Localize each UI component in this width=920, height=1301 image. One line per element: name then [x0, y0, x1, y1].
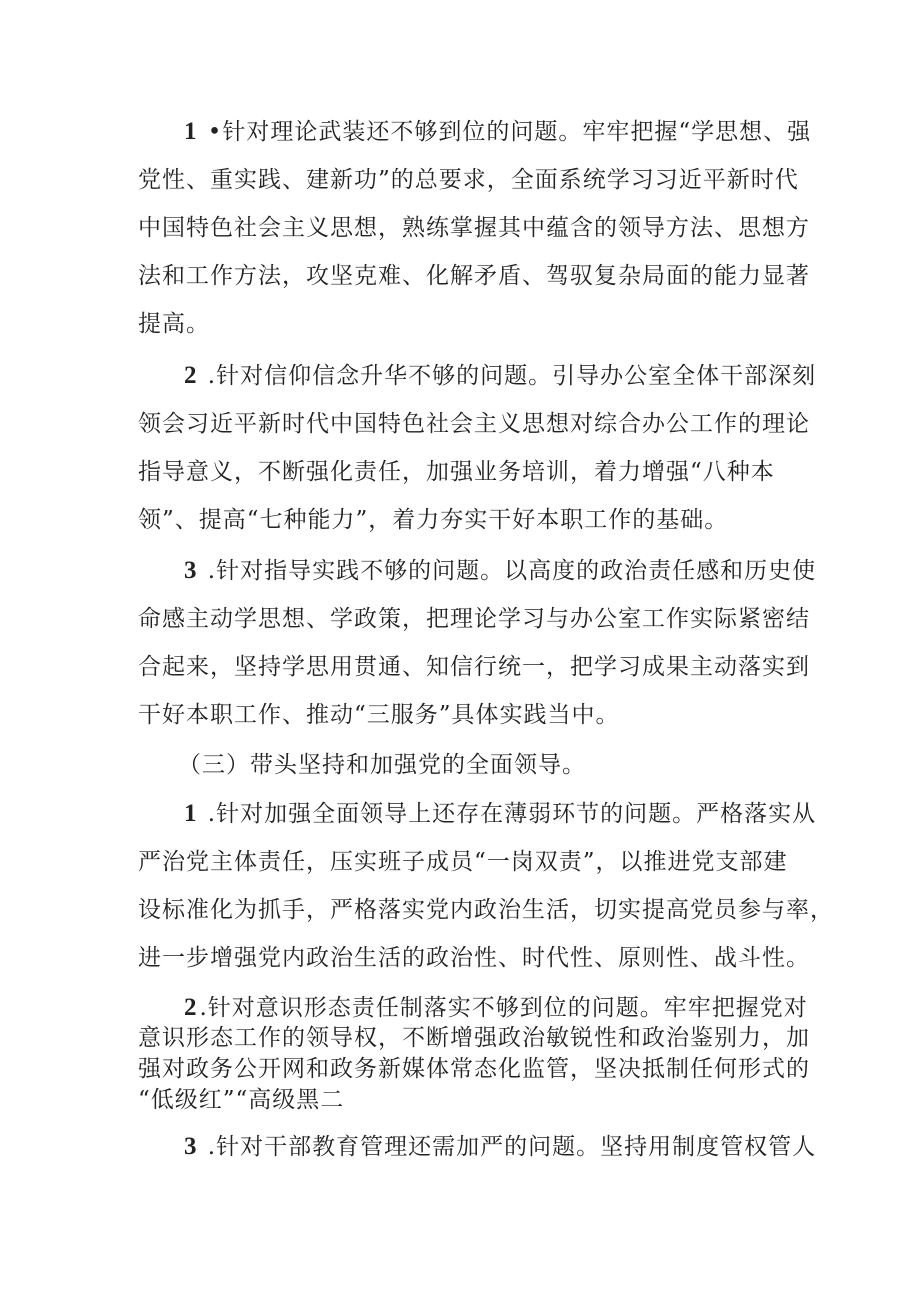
- text-line: 领”、提高“七种能力”，着力夯实干好本职工作的基础。: [138, 507, 729, 533]
- paragraph-belief-sublimation: [138, 352, 817, 544]
- text-line: 法和工作方法，攻坚克难、化解矛盾、驾驭复杂局面的能力显著: [138, 263, 810, 289]
- section-heading-text: （三）带头坚持和加强党的全面领导。: [178, 752, 586, 778]
- text-line: [184, 1123, 817, 1171]
- paragraph-cadre-management: [138, 1123, 817, 1171]
- section-heading-three: [138, 741, 798, 789]
- item-number: 2: [184, 994, 198, 1021]
- text-line: [184, 790, 817, 838]
- item-number: 3: [184, 1133, 198, 1160]
- text-line: [184, 352, 817, 400]
- paragraph-theory-arming: [138, 108, 812, 348]
- text-line: 中国特色社会主义思想，熟练掌握其中蕴含的领导方法、思想方: [138, 215, 810, 241]
- text-line: 进一步增强党内政治生活的政治性、时代性、原则性、战斗性。: [138, 945, 810, 971]
- text-line: 指导意义，不断强化责任，加强业务培训，着力增强“八种本: [138, 459, 775, 485]
- line-text: .针对加强全面领导上还存在薄弱环节的问题。严格落实从: [199, 801, 817, 827]
- item-number: 1: [184, 118, 198, 145]
- item-number: 1: [184, 800, 198, 827]
- text-line: 干好本职工作、推动“三服务”具体实践当中。: [138, 702, 620, 728]
- text-line: 合起来，坚持学思用贯通、知信行统一，把学习成果主动落实到: [138, 654, 810, 680]
- paragraph-ideology-responsibility: [138, 992, 810, 1116]
- line-text: .针对意识形态责任制落实不够到位的问题。牢牢把握党对: [199, 995, 808, 1021]
- text-line: [184, 992, 808, 1023]
- text-line: [184, 108, 812, 156]
- text-line: “低级红”“高级黑二: [138, 1087, 345, 1113]
- text-line: [184, 547, 817, 595]
- text-line: 强对政务公开网和政务新媒体常态化监管，坚决抵制任何形式的: [138, 1056, 810, 1082]
- text-line: 严治党主体责任，压实班子成员“一岗双责”，以推进党支部建: [138, 849, 788, 875]
- text-line: 设标准化为抓手，严格落实党内政治生活，切实提高党员参与率，: [138, 897, 834, 923]
- text-line: 命感主动学思想、学政策，把理论学习与办公室工作实际紧密结: [138, 606, 810, 632]
- text-line: 提高。: [138, 311, 210, 337]
- text-line: 意识形态工作的领导权，不断增强政治敏锐性和政治鉴别力，加: [138, 1025, 810, 1051]
- line-text: •针对理论武装还不够到位的问题。牢牢把握“学思想、强: [199, 119, 812, 145]
- line-text: .针对指导实践不够的问题。以高度的政治责任感和历史使: [199, 558, 817, 584]
- line-text: .针对干部教育管理还需加严的问题。坚持用制度管权管人: [199, 1134, 817, 1160]
- item-number: 3: [184, 557, 198, 584]
- text-line: 领会习近平新时代中国特色社会主义思想对综合办公工作的理论: [138, 411, 810, 437]
- paragraph-practice-guidance: [138, 547, 817, 739]
- line-text: .针对信仰信念升华不够的问题。引导办公室全体干部深刻: [199, 363, 817, 389]
- item-number: 2: [184, 362, 198, 389]
- paragraph-overall-leadership: [138, 790, 834, 982]
- text-line: 党性、重实践、建新功”的总要求，全面系统学习习近平新时代: [138, 167, 799, 193]
